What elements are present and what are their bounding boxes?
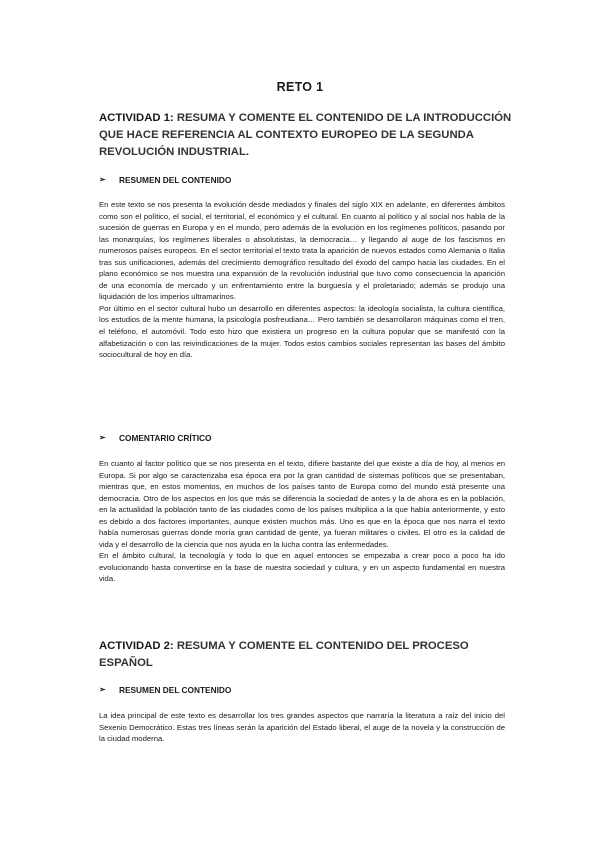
arrow-bullet-icon: ➢: [99, 175, 106, 184]
summary-2-paragraph-1: La idea principal de este texto es desarrollar los tres grandes aspectos que narraría la literatura a raíz del inicio del Sexenio Democrático. Estas tres líneas serán la aparición del Estado liberal, el auge de la novela y la construcción de la ciudad moderna.: [99, 711, 505, 744]
summary-1-heading-label: RESUMEN DEL CONTENIDO: [119, 175, 232, 185]
activity-2-lead: ACTIVIDAD 2:: [99, 640, 174, 652]
summary-2-body: [99, 710, 505, 745]
summary-1-paragraph-1: En este texto se nos presenta la evolución desde mediados y finales del siglo XIX en adelante, en diferentes ámbitos como son el político, el social, el territorial, el económico y el cultural. En cuanto al político y al social nos habla de la sucesión de guerras en Europa y en el mundo, pero además de la evolución en los regímenes políticos, pasando por las monarquías, los regímenes liberales o absolutistas, la democracia… y llegando al auge de los fascismos en numerosos países europeos. En el sector territorial el texto trata la aparición de nuevos estados como Alemania o Italia tras sus unificaciones, además del crecimiento demográfico resultado del éxodo del campo hacia las ciudades. En el plano económico se nos muestra una expansión de la revolución industrial que tuvo como consecuencia la aparición de una economía de mercado y un enfrentamiento entre la burguesía y el proletariado; además se produjo una liquidación de los imperios ultramarinos.: [99, 200, 505, 302]
summary-2-heading-label: RESUMEN DEL CONTENIDO: [119, 685, 232, 695]
activity-1-lead: ACTIVIDAD 1:: [99, 112, 174, 124]
summary-1-body: [99, 199, 505, 361]
comment-1-body: [99, 458, 505, 585]
summary-2-heading: [99, 684, 231, 696]
activity-1-text: RESUMA Y COMENTE EL CONTENIDO DE LA INTRODUCCIÓN QUE HACE REFERENCIA AL CONTEXTO EUROPEO DE LA SEGUNDA REVOLUCIÓN INDUSTRIAL.: [99, 112, 512, 158]
activity-2-text: RESUMA Y COMENTE EL CONTENIDO DEL PROCESO ESPAÑOL: [99, 640, 469, 669]
activity-2-heading: [99, 638, 514, 672]
comment-1-heading-label: COMENTARIO CRÍTICO: [119, 433, 212, 443]
comment-1-heading: [99, 432, 212, 444]
summary-1-paragraph-2: Por último en el sector cultural hubo un desarrollo en diferentes aspectos: la ideología socialista, la cultura científica, los estudios de la mente humana, la psicología posfreudiana… Pero también se desarrollaron máquinas como el tren, el teléfono, el automóvil. Todo esto hizo que existiera un progreso en la cultura popular que se manifestó con la alfabetización o con las reivindicaciones de la mujer. Todos estos cambios sociales representan las bases del ámbito sociocultural de hoy en día.: [99, 303, 505, 360]
arrow-bullet-icon: ➢: [99, 433, 106, 442]
arrow-bullet-icon: ➢: [99, 685, 106, 694]
comment-1-paragraph-2: En el ámbito cultural, la tecnología y todo lo que en aquel entonces se empezaba a crear poco a poco ha ido evolucionando hasta convertirse en la base de nuestra sociedad y cultura, y en un aspecto fundamental en nuestra vida.: [99, 551, 505, 584]
comment-1-paragraph-1: En cuanto al factor político que se nos presenta en el texto, difiere bastante del que existe a día de hoy, al menos en Europa. Si por algo se caracterizaba esa época era por la gran cantidad de sistemas políticos que se presentaban, mientras que, en estos momentos, en muchos de los países tanto de Europa como del mundo está presente una democracia. Otro de los aspectos en los que más se diferencia la sociedad de antes y la de ahora es en la población, en la actualidad la población tanto de las ciudades como de los países multiplica a la que había anteriormente, y esto es debido a dos factores importantes, aunque existen muchos más. Uno es que en la época que nos narra el texto había numerosas guerras donde moría gran cantidad de gente, ya fueran militares o civiles. El otro es la calidad de vida y el desarrollo de la ciencia que nos ayuda en la lucha contra las enfermedades.: [99, 459, 505, 549]
page-title: RETO 1: [276, 80, 324, 94]
summary-1-heading: [99, 174, 231, 186]
activity-1-heading: [99, 110, 514, 161]
